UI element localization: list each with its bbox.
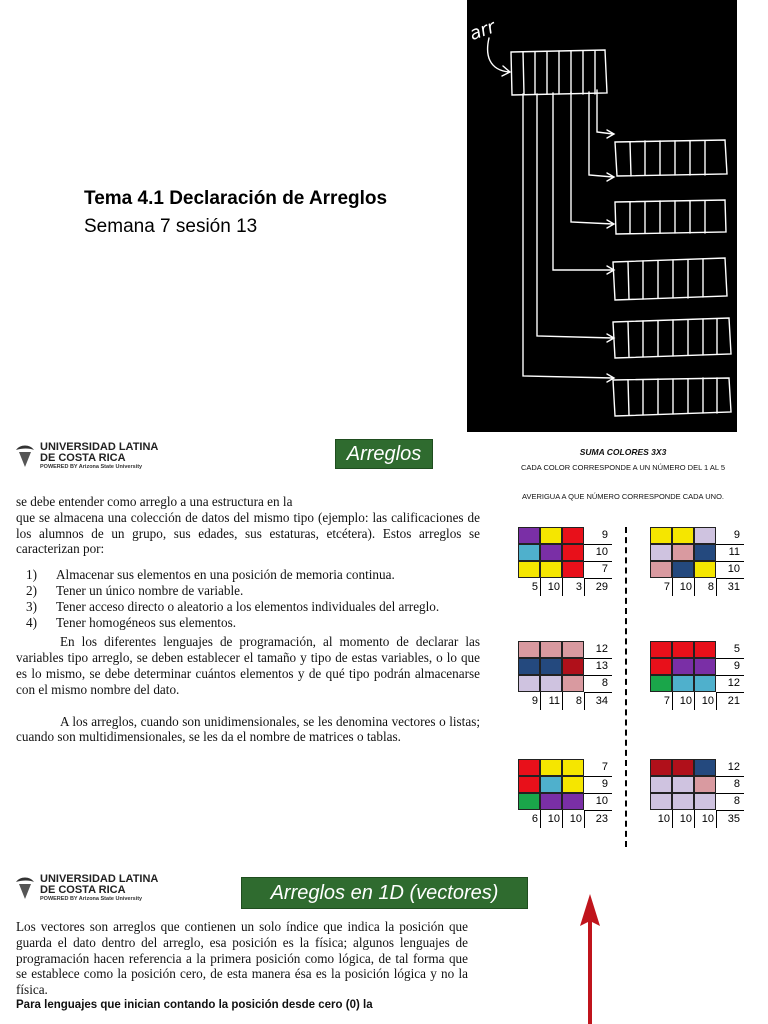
row-sum: 10 [727, 563, 740, 575]
col-sum: 10 [547, 581, 560, 593]
row-sum: 12 [727, 677, 740, 689]
row-sum: 5 [733, 643, 740, 655]
para2: En los diferentes lenguajes de programación, al momento de declarar las variables tipo arreglo, se deben establecer el tamaño y tipo de estas variables, o lo que es lo mismo, se debe determinar cuántos elementos y de qué tipo podrán almacenarse con el mismo nombre del dato. [16, 634, 480, 697]
blackboard-drawing [467, 0, 737, 432]
characteristics-list [16, 567, 480, 630]
para3: A los arreglos, cuando son unidimensionales, se les denomina vectores o listas; cuando son multidimensionales, se les da el nombre de matrices o tablas. [16, 713, 480, 745]
row-sum: 8 [733, 795, 740, 807]
list-item: 4) Tener homogéneos sus elementos. [26, 614, 236, 630]
grid-cell [540, 544, 562, 561]
list-item: 1) Almacenar sus elementos en una posición de memoria continua. [26, 567, 395, 583]
col-divider [584, 810, 585, 828]
row-underline [584, 675, 612, 676]
row-underline [584, 793, 612, 794]
grid-cell [650, 561, 672, 578]
puzzle-divider [625, 527, 628, 847]
grid-cell [672, 658, 694, 675]
col-divider [584, 578, 585, 596]
grid-cell [540, 561, 562, 578]
grand-total: 35 [727, 813, 740, 825]
para1-line1: se debe entender como arreglo a una estructura en la [16, 494, 293, 509]
row-sum: 10 [595, 795, 608, 807]
row-underline [716, 578, 744, 579]
grid-cell [518, 527, 540, 544]
col-sum: 10 [547, 813, 560, 825]
grid-cell [562, 776, 584, 793]
para1-rest: que se almacena una colección de datos del mismo tipo (ejemplo: las calificaciones de los alumnos de un grupo, sus edades, sus estaturas, etcétera). Estos arreglos se caracterizan por: [16, 509, 480, 557]
row-underline [584, 561, 612, 562]
row-underline [716, 692, 744, 693]
row-sum: 12 [595, 643, 608, 655]
grid-cell [694, 793, 716, 810]
grid-cell [562, 544, 584, 561]
col-sum: 10 [679, 581, 692, 593]
grid-cell [562, 675, 584, 692]
row-underline [716, 675, 744, 676]
grid-cell [518, 561, 540, 578]
grid-cell [540, 675, 562, 692]
col-divider [716, 578, 717, 596]
row-underline [584, 544, 612, 545]
grid-cell [650, 793, 672, 810]
grid-cell [518, 544, 540, 561]
vectores-para: Los vectores son arreglos que contienen un solo índice que indica la posición que guarda el dato dentro del arreglo, esa posición es la física; algunos lenguajes de programación hacen referencia a la primera posición como lógica, de tal forma que se establece como la posición cero, de esta manera ésa es la posición lógica y no la física. [16, 919, 468, 998]
col-sum: 3 [575, 581, 582, 593]
row-underline [716, 658, 744, 659]
row-sum: 12 [727, 761, 740, 773]
col-sum: 11 [548, 695, 560, 707]
grid-cell [694, 759, 716, 776]
grid-cell [650, 641, 672, 658]
grid-cell [650, 675, 672, 692]
row-underline [584, 578, 612, 579]
row-sum: 9 [601, 529, 608, 541]
grid-cell [672, 544, 694, 561]
logo-emblem-icon [14, 874, 36, 900]
row-underline [584, 810, 612, 811]
row-sum: 9 [733, 529, 740, 541]
grid-cell [540, 793, 562, 810]
grid-cell [672, 561, 694, 578]
col-divider [584, 692, 585, 710]
up-arrow-icon [578, 892, 602, 1024]
grand-total: 23 [595, 813, 608, 825]
grid-cell [672, 793, 694, 810]
arr-label: arr [467, 16, 499, 45]
col-sum: 6 [531, 813, 538, 825]
grid-cell [650, 527, 672, 544]
grid-cell [694, 641, 716, 658]
grid-cell [694, 544, 716, 561]
arreglos-text [16, 494, 480, 745]
logo-line1: UNIVERSIDAD LATINA [40, 873, 159, 885]
col-divider [716, 810, 717, 828]
col-sum: 8 [575, 695, 582, 707]
section-banner-vectores: Arreglos en 1D (vectores) [241, 877, 528, 909]
puzzle-line2: AVERIGUA A QUE NÚMERO CORRESPONDE CADA UNO. [522, 492, 724, 501]
grid-cell [650, 759, 672, 776]
grid-cell [518, 658, 540, 675]
col-sum: 10 [679, 695, 692, 707]
logo-line2: DE COSTA RICA [40, 884, 126, 896]
grid-cell [694, 658, 716, 675]
grid-cell [650, 658, 672, 675]
vectores-text [16, 919, 468, 1014]
row-underline [716, 561, 744, 562]
row-underline [716, 776, 744, 777]
grand-total: 31 [727, 581, 740, 593]
grid-cell [694, 527, 716, 544]
grid-cell [562, 658, 584, 675]
col-divider [716, 692, 717, 710]
row-sum: 8 [601, 677, 608, 689]
logo-emblem-icon [14, 442, 36, 468]
grid-cell [562, 527, 584, 544]
grid-cell [518, 776, 540, 793]
grid-cell [540, 641, 562, 658]
grid-cell [694, 776, 716, 793]
col-sum: 7 [663, 695, 670, 707]
slide-subtitle: Semana 7 sesión 13 [84, 216, 258, 237]
grand-total: 29 [595, 581, 608, 593]
row-sum: 9 [601, 778, 608, 790]
grid-cell [562, 561, 584, 578]
row-sum: 8 [733, 778, 740, 790]
list-item: 2) Tener un único nombre de variable. [26, 582, 244, 598]
title-block [84, 188, 387, 238]
vectores-bold: Para lenguajes que inician contando la posición desde cero (0) la [16, 998, 373, 1011]
col-sum: 10 [569, 813, 582, 825]
col-sum: 7 [663, 581, 670, 593]
puzzle-header [508, 447, 738, 501]
puzzle-line1: CADA COLOR CORRESPONDE A UN NÚMERO DEL 1 AL 5 [520, 463, 726, 472]
array-of-arrays-sketch [467, 0, 737, 432]
row-underline [584, 776, 612, 777]
col-sum: 10 [701, 813, 714, 825]
grid-cell [694, 675, 716, 692]
col-sum: 10 [701, 695, 714, 707]
grand-total: 21 [727, 695, 740, 707]
row-underline [716, 544, 744, 545]
university-logo [14, 442, 158, 470]
grid-cell [694, 561, 716, 578]
section-banner-arreglos: Arreglos [335, 439, 433, 469]
grid-cell [540, 776, 562, 793]
row-underline [584, 658, 612, 659]
grid-cell [562, 793, 584, 810]
grid-cell [518, 793, 540, 810]
grid-cell [672, 759, 694, 776]
logo-line1: UNIVERSIDAD LATINA [40, 441, 159, 453]
grid-cell [672, 641, 694, 658]
grid-cell [540, 527, 562, 544]
grid-cell [562, 641, 584, 658]
col-sum: 9 [531, 695, 538, 707]
grid-cell [518, 675, 540, 692]
grand-total: 34 [595, 695, 608, 707]
grid-cell [650, 776, 672, 793]
university-logo-2 [14, 874, 158, 902]
row-sum: 9 [733, 660, 740, 672]
col-sum: 5 [531, 581, 538, 593]
row-sum: 7 [601, 761, 608, 773]
logo-line2: DE COSTA RICA [40, 452, 126, 464]
row-sum: 13 [595, 660, 608, 672]
logo-powered: POWERED BY Arizona State University [40, 896, 143, 902]
row-sum: 7 [601, 563, 608, 575]
grid-cell [518, 759, 540, 776]
slide-title: Tema 4.1 Declaración de Arreglos [84, 188, 388, 209]
grid-cell [672, 675, 694, 692]
col-sum: 8 [707, 581, 714, 593]
col-sum: 10 [657, 813, 670, 825]
grid-cell [518, 641, 540, 658]
grid-cell [562, 759, 584, 776]
grid-cell [650, 544, 672, 561]
row-underline [584, 692, 612, 693]
grid-cell [672, 776, 694, 793]
row-sum: 11 [728, 546, 740, 558]
row-underline [716, 810, 744, 811]
grid-cell [540, 658, 562, 675]
col-sum: 10 [679, 813, 692, 825]
row-sum: 10 [595, 546, 608, 558]
grid-cell [540, 759, 562, 776]
list-item: 3) Tener acceso directo o aleatorio a los elementos individuales del arreglo. [26, 598, 440, 614]
logo-powered: POWERED BY Arizona State University [40, 464, 143, 470]
puzzle-title: SUMA COLORES 3X3 [579, 447, 667, 457]
grid-cell [672, 527, 694, 544]
row-underline [716, 793, 744, 794]
